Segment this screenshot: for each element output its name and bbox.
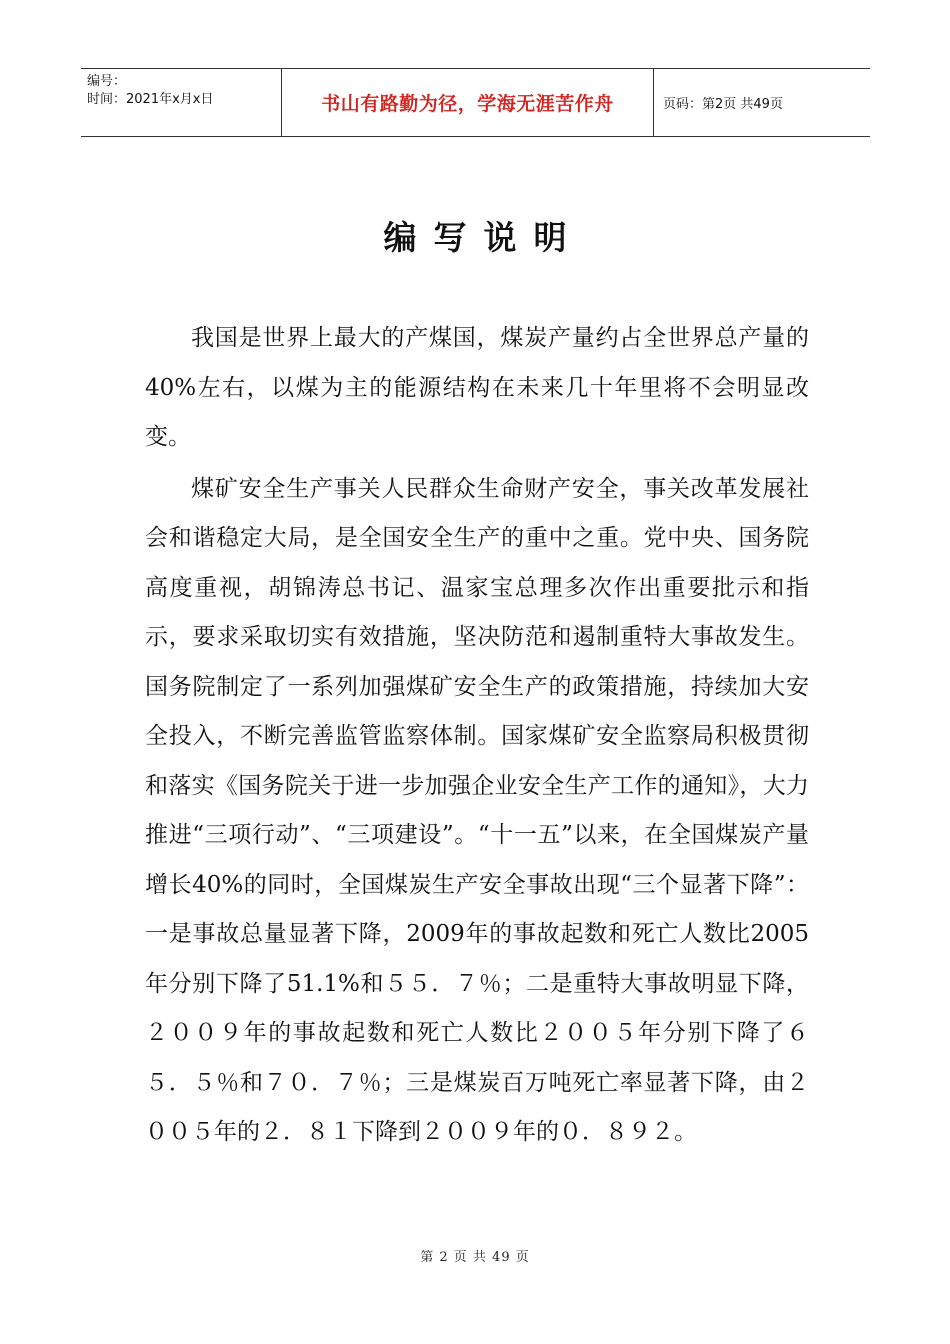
page-header <box>81 68 870 137</box>
paragraph: 煤矿安全生产事关人民群众生命财产安全，事关改革发展社会和谐稳定大局，是全国安全生产的重中之重。党中央、国务院高度重视，胡锦涛总书记、温家宝总理多次作出重要批示和指示，要求采取切实有效措施，坚决防范和遏制重特大事故发生。国务院制定了一系列加强煤矿安全生产的政策措施，持续加大安全投入，不断完善监管监察体制。国家煤矿安全监察局积极贯彻和落实《国务院关于进一步加强企业安全生产工作的通知》，大力推进“三项行动”、“三项建设”。“十一五”以来，在全国煤炭产量增长40%的同时，全国煤炭生产安全事故出现“三个显著下降”：一是事故总量显著下降，2009年的事故起数和死亡人数比2005年分别下降了51.1%和５５．７％；二是重特大事故明显下降，２００９年的事故起数和死亡人数比２００５年分别下降了６５．５％和７０．７％；三是煤炭百万吨死亡率显著下降，由２００５年的２．８１下降到２００９年的０．８９２。 <box>145 475 809 1145</box>
serial-number-label: 编号： <box>87 74 127 89</box>
header-meta-cell <box>81 69 282 136</box>
header-page-cell <box>654 69 870 136</box>
paragraph: 我国是世界上最大的产煤国，煤炭产量约占全世界总产量的40%左右，以煤为主的能源结构在未来几十年里将不会明显改变。 <box>145 325 809 450</box>
header-motto-cell <box>282 69 654 136</box>
document-body <box>145 314 809 1160</box>
document-title: 编写说明 <box>383 218 584 257</box>
date-label: 时间：2021年x月x日 <box>87 92 214 107</box>
page-info: 页码：第2页 共49页 <box>663 97 783 112</box>
motto-text: 书山有路勤为径，学海无涯苦作舟 <box>321 93 614 115</box>
page-footer: 第 2 页 共 49 页 <box>420 1250 530 1265</box>
